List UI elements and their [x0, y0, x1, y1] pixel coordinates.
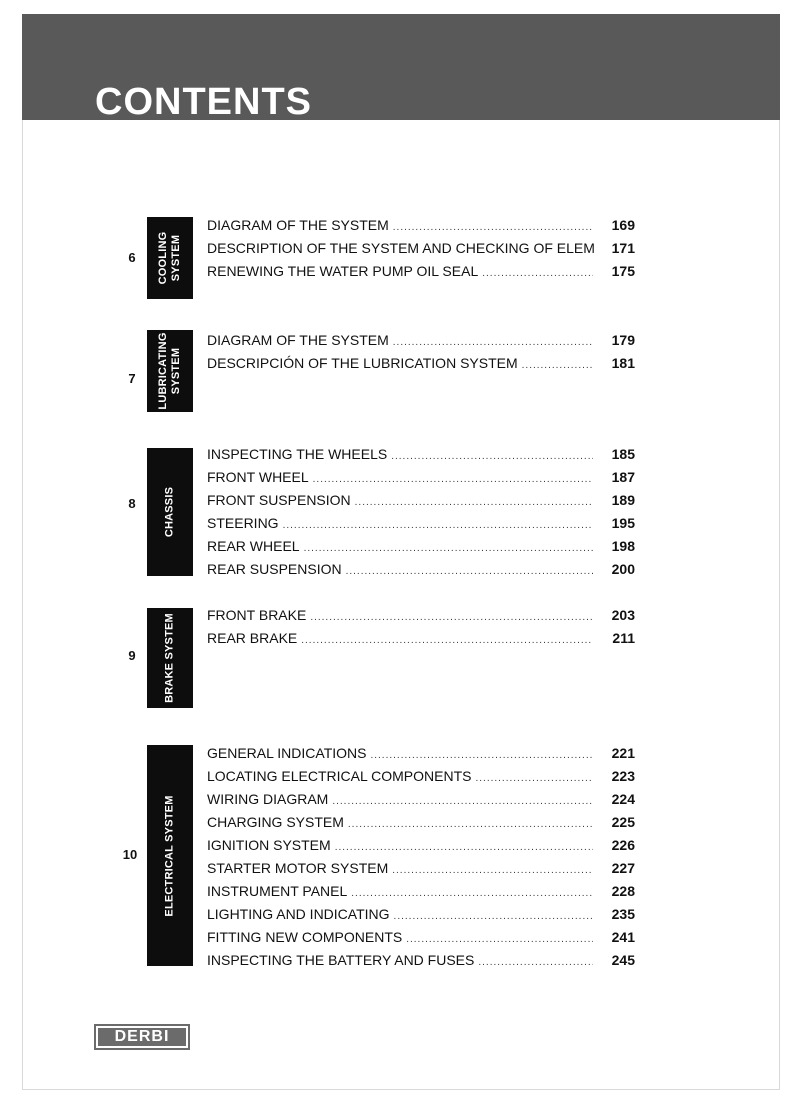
toc-entry[interactable] — [207, 559, 635, 579]
entry-title: FRONT SUSPENSION — [207, 492, 351, 508]
entry-page: 175 — [611, 263, 635, 279]
dot-leader — [346, 562, 593, 582]
entry-title: FITTING NEW COMPONENTS — [207, 929, 403, 945]
toc-entry[interactable] — [207, 927, 635, 947]
entry-title: DIAGRAM OF THE SYSTEM — [207, 217, 389, 233]
dot-leader — [313, 470, 593, 490]
toc-entry[interactable] — [207, 215, 635, 235]
toc-entry[interactable] — [207, 261, 635, 281]
entry-page: 223 — [611, 768, 635, 784]
entry-page: 235 — [611, 906, 635, 922]
section-number: 10 — [122, 847, 138, 862]
entry-page: 198 — [611, 538, 635, 554]
entry-page: 189 — [611, 492, 635, 508]
toc-entry[interactable] — [207, 513, 635, 533]
dot-leader — [482, 264, 593, 284]
toc-entry[interactable] — [207, 628, 635, 648]
entry-page: 181 — [611, 355, 635, 371]
entry-page: 241 — [611, 929, 635, 945]
entry-title: LOCATING ELECTRICAL COMPONENTS — [207, 768, 472, 784]
entry-page: 221 — [611, 745, 635, 761]
dot-leader — [335, 838, 593, 858]
entry-title: INSTRUMENT PANEL — [207, 883, 348, 899]
entry-title: INSPECTING THE WHEELS — [207, 446, 388, 462]
entry-page: 228 — [611, 883, 635, 899]
entry-page: 203 — [611, 607, 635, 623]
dot-leader — [332, 792, 593, 812]
entry-title: CHARGING SYSTEM — [207, 814, 344, 830]
entry-page: 227 — [611, 860, 635, 876]
entry-title: FRONT WHEEL — [207, 469, 309, 485]
entry-page: 245 — [611, 952, 635, 968]
dot-leader — [478, 953, 593, 973]
dot-leader — [475, 769, 593, 789]
dot-leader — [393, 333, 593, 353]
toc-entry[interactable] — [207, 238, 635, 258]
dot-leader — [370, 746, 593, 766]
toc-entry[interactable] — [207, 858, 635, 878]
dot-leader — [392, 861, 593, 881]
dot-leader — [394, 907, 593, 927]
toc-entry[interactable] — [207, 950, 635, 970]
dot-leader — [522, 356, 593, 376]
toc-entry[interactable] — [207, 353, 635, 373]
entry-title: DIAGRAM OF THE SYSTEM — [207, 332, 389, 348]
dot-leader — [348, 815, 593, 835]
entry-page: 187 — [611, 469, 635, 485]
section-tab-brake — [147, 608, 193, 708]
entry-title: FRONT BRAKE — [207, 607, 307, 623]
entry-title: WIRING DIAGRAM — [207, 791, 329, 807]
dot-leader — [283, 516, 593, 536]
section-tab-cooling — [147, 217, 193, 299]
section-number: 8 — [128, 496, 136, 511]
entry-title: STARTER MOTOR SYSTEM — [207, 860, 389, 876]
page-title: CONTENTS — [95, 81, 312, 123]
entry-title: DESCRIPTION OF THE SYSTEM AND CHECKING OF ELEM — [207, 240, 595, 256]
derbi-logo — [94, 1024, 190, 1050]
toc-entry[interactable] — [207, 605, 635, 625]
section-number: 9 — [128, 648, 136, 663]
entry-page: 211 — [612, 630, 635, 646]
dot-leader — [355, 493, 593, 513]
entry-page: 169 — [611, 217, 635, 233]
entry-title: REAR WHEEL — [207, 538, 300, 554]
entry-page: 179 — [611, 332, 635, 348]
toc-entry[interactable] — [207, 789, 635, 809]
entry-title: STEERING — [207, 515, 279, 531]
section-tab-electrical — [147, 745, 193, 966]
section-number: 7 — [128, 371, 136, 386]
dot-leader — [406, 930, 593, 950]
dot-leader — [310, 608, 593, 628]
toc-entry[interactable] — [207, 490, 635, 510]
section-tab-label: COOLING SYSTEM — [157, 231, 182, 285]
dot-leader — [351, 884, 593, 904]
entry-page: 200 — [611, 561, 635, 577]
section-tab-chassis — [147, 448, 193, 576]
entry-page: 226 — [611, 837, 635, 853]
entry-title: LIGHTING AND INDICATING — [207, 906, 390, 922]
toc-entry[interactable] — [207, 467, 635, 487]
section-tab-lubricating — [147, 330, 193, 412]
dot-leader — [393, 218, 593, 238]
toc-entry[interactable] — [207, 881, 635, 901]
toc-entry[interactable] — [207, 766, 635, 786]
entry-title: INSPECTING THE BATTERY AND FUSES — [207, 952, 475, 968]
toc-entry[interactable] — [207, 536, 635, 556]
entry-page: 195 — [611, 515, 635, 531]
section-tab-label: ELECTRICAL SYSTEM — [163, 794, 176, 917]
dot-leader — [304, 539, 593, 559]
section-number: 6 — [128, 250, 136, 265]
entry-title: GENERAL INDICATIONS — [207, 745, 367, 761]
section-tab-label: BRAKE SYSTEM — [163, 613, 176, 703]
entry-page: 171 — [611, 240, 635, 256]
entry-page: 185 — [611, 446, 635, 462]
dot-leader — [391, 447, 593, 467]
toc-entry[interactable] — [207, 835, 635, 855]
toc-entry[interactable] — [207, 812, 635, 832]
toc-entry[interactable] — [207, 444, 635, 464]
entry-page: 224 — [611, 791, 635, 807]
entry-title: RENEWING THE WATER PUMP OIL SEAL — [207, 263, 479, 279]
entry-title: REAR BRAKE — [207, 630, 298, 646]
entry-page: 225 — [611, 814, 635, 830]
entry-title: DESCRIPCIÓN OF THE LUBRICATION SYSTEM — [207, 355, 518, 371]
toc-entry[interactable] — [207, 743, 635, 763]
entry-title: REAR SUSPENSION — [207, 561, 342, 577]
dot-leader — [301, 631, 593, 651]
toc-entry[interactable] — [207, 904, 635, 924]
section-tab-label: CHASSIS — [163, 486, 176, 538]
logo-text: DERBI — [96, 1026, 188, 1048]
toc-entry[interactable] — [207, 330, 635, 350]
section-tab-label: LUBRICATING SYSTEM — [157, 332, 182, 410]
entry-title: IGNITION SYSTEM — [207, 837, 331, 853]
